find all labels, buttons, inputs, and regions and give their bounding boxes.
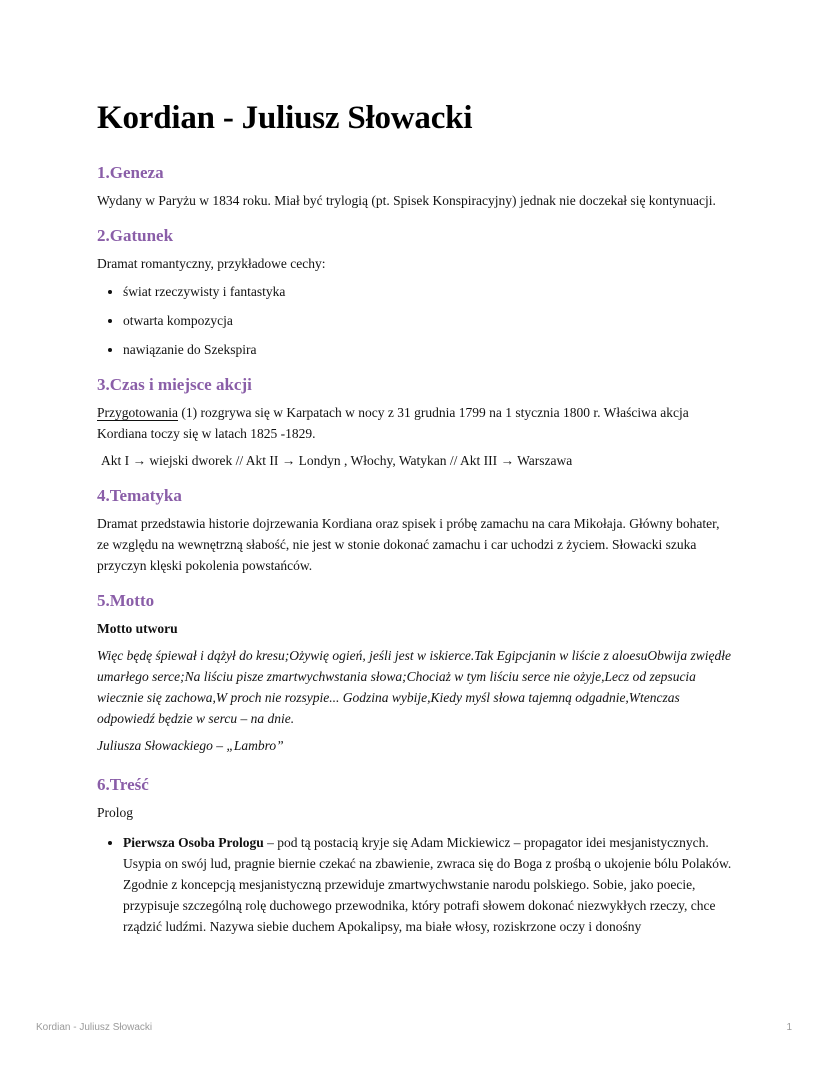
list-item: • otwarta kompozycja <box>123 310 733 331</box>
acts-line: Akt I → wiejski dworek // Akt II → Londyn , Włochy, Watykan // Akt III → Warszawa <box>101 453 573 468</box>
motto-subheading: Motto utworu <box>97 621 178 636</box>
czas-text <box>97 402 733 444</box>
document-page <box>97 96 733 937</box>
item-bold-label: Pierwsza Osoba Prologu <box>123 835 264 850</box>
czas-text-body: (1) rozgrywa się w Karpatach w nocy z 31 grudnia 1799 na 1 stycznia 1800 r. Właściwa akcja Kordiana toczy się w latach 1825 -1829. <box>97 405 689 441</box>
przygotowania-link[interactable]: Przygotowania <box>97 405 178 420</box>
list-item <box>123 832 733 937</box>
footer-title: Kordian - Juliusz Słowacki <box>36 1022 153 1033</box>
tresc-list <box>97 832 733 937</box>
page-number: 1 <box>786 1022 792 1033</box>
gatunek-intro: Dramat romantyczny, przykładowe cechy: <box>97 256 326 271</box>
section-heading-tematyka: 4.Tematyka <box>97 486 182 505</box>
list-item: • nawiązanie do Szekspira <box>123 339 733 360</box>
section-heading-tresc: 6.Treść <box>97 775 149 794</box>
gatunek-list <box>97 281 733 360</box>
motto-quote: Więc będę śpiewał i dążył do kresu;Ożywię ogień, jeśli jest w iskierce.Tak Egipcjanin w liście z aloesuObwija zwiędłe umarłego serce;Na liściu pisze zmartwychwstania słowa;Chociaż w tym liściu serce nie ożyje,Lecz od zepsucia wiecznie się zachowa,W proch nie rozsypie... Godzina wybije,Kiedy myśl słowa tajemną odgadnie,Wtenczas odpowiedź będzie w sercu – na dnie. <box>97 648 732 726</box>
motto-source: Juliusza Słowackiego – „Lambro” <box>97 738 284 753</box>
tematyka-text: Dramat przedstawia historie dojrzewania Kordiana oraz spisek i próbę zamachu na cara Mikołaja. Główny bohater, ze względu na wewnętrzną słabość, nie jest w stonie dokonać zamachu i car uchodzi z życiem. Słowacki szuka przyczyn klęski pokolenia powstańców. <box>97 516 720 573</box>
page-footer <box>36 1022 792 1033</box>
geneza-text: Wydany w Paryżu w 1834 roku. Miał być trylogią (pt. Spisek Konspiracyjny) jednak nie doczekał się kontynuacji. <box>97 193 716 208</box>
item-text: – pod tą postacią kryje się Adam Mickiewicz – propagator idei mesjanistycznych. Usypia on swój lud, pragnie biernie czekać na zbawienie, zwraca się do Boga z prośbą o ukojenie bólu Polaków. Zgodnie z koncepcją mesjanistyczną przewiduje zmartwychwstanie narodu polskiego. Sobie, jako poecie, przypisuje szczególną rolę duchowego przewodnika, który potrafi słowem dokonać niezwykłych rzeczy, chce rządzić ludźmi. Nazywa siebie duchem Apokalipsy, ma białe włosy, roziskrzone oczy i donośny <box>123 835 732 934</box>
list-item: • świat rzeczywisty i fantastyka <box>123 281 733 302</box>
section-heading-gatunek: 2.Gatunek <box>97 226 174 245</box>
section-heading-czas: 3.Czas i miejsce akcji <box>97 375 252 394</box>
section-heading-motto: 5.Motto <box>97 591 155 610</box>
tresc-intro: Prolog <box>97 805 134 820</box>
section-heading-geneza: 1.Geneza <box>97 163 164 182</box>
document-title: Kordian - Juliusz Słowacki <box>97 100 473 136</box>
